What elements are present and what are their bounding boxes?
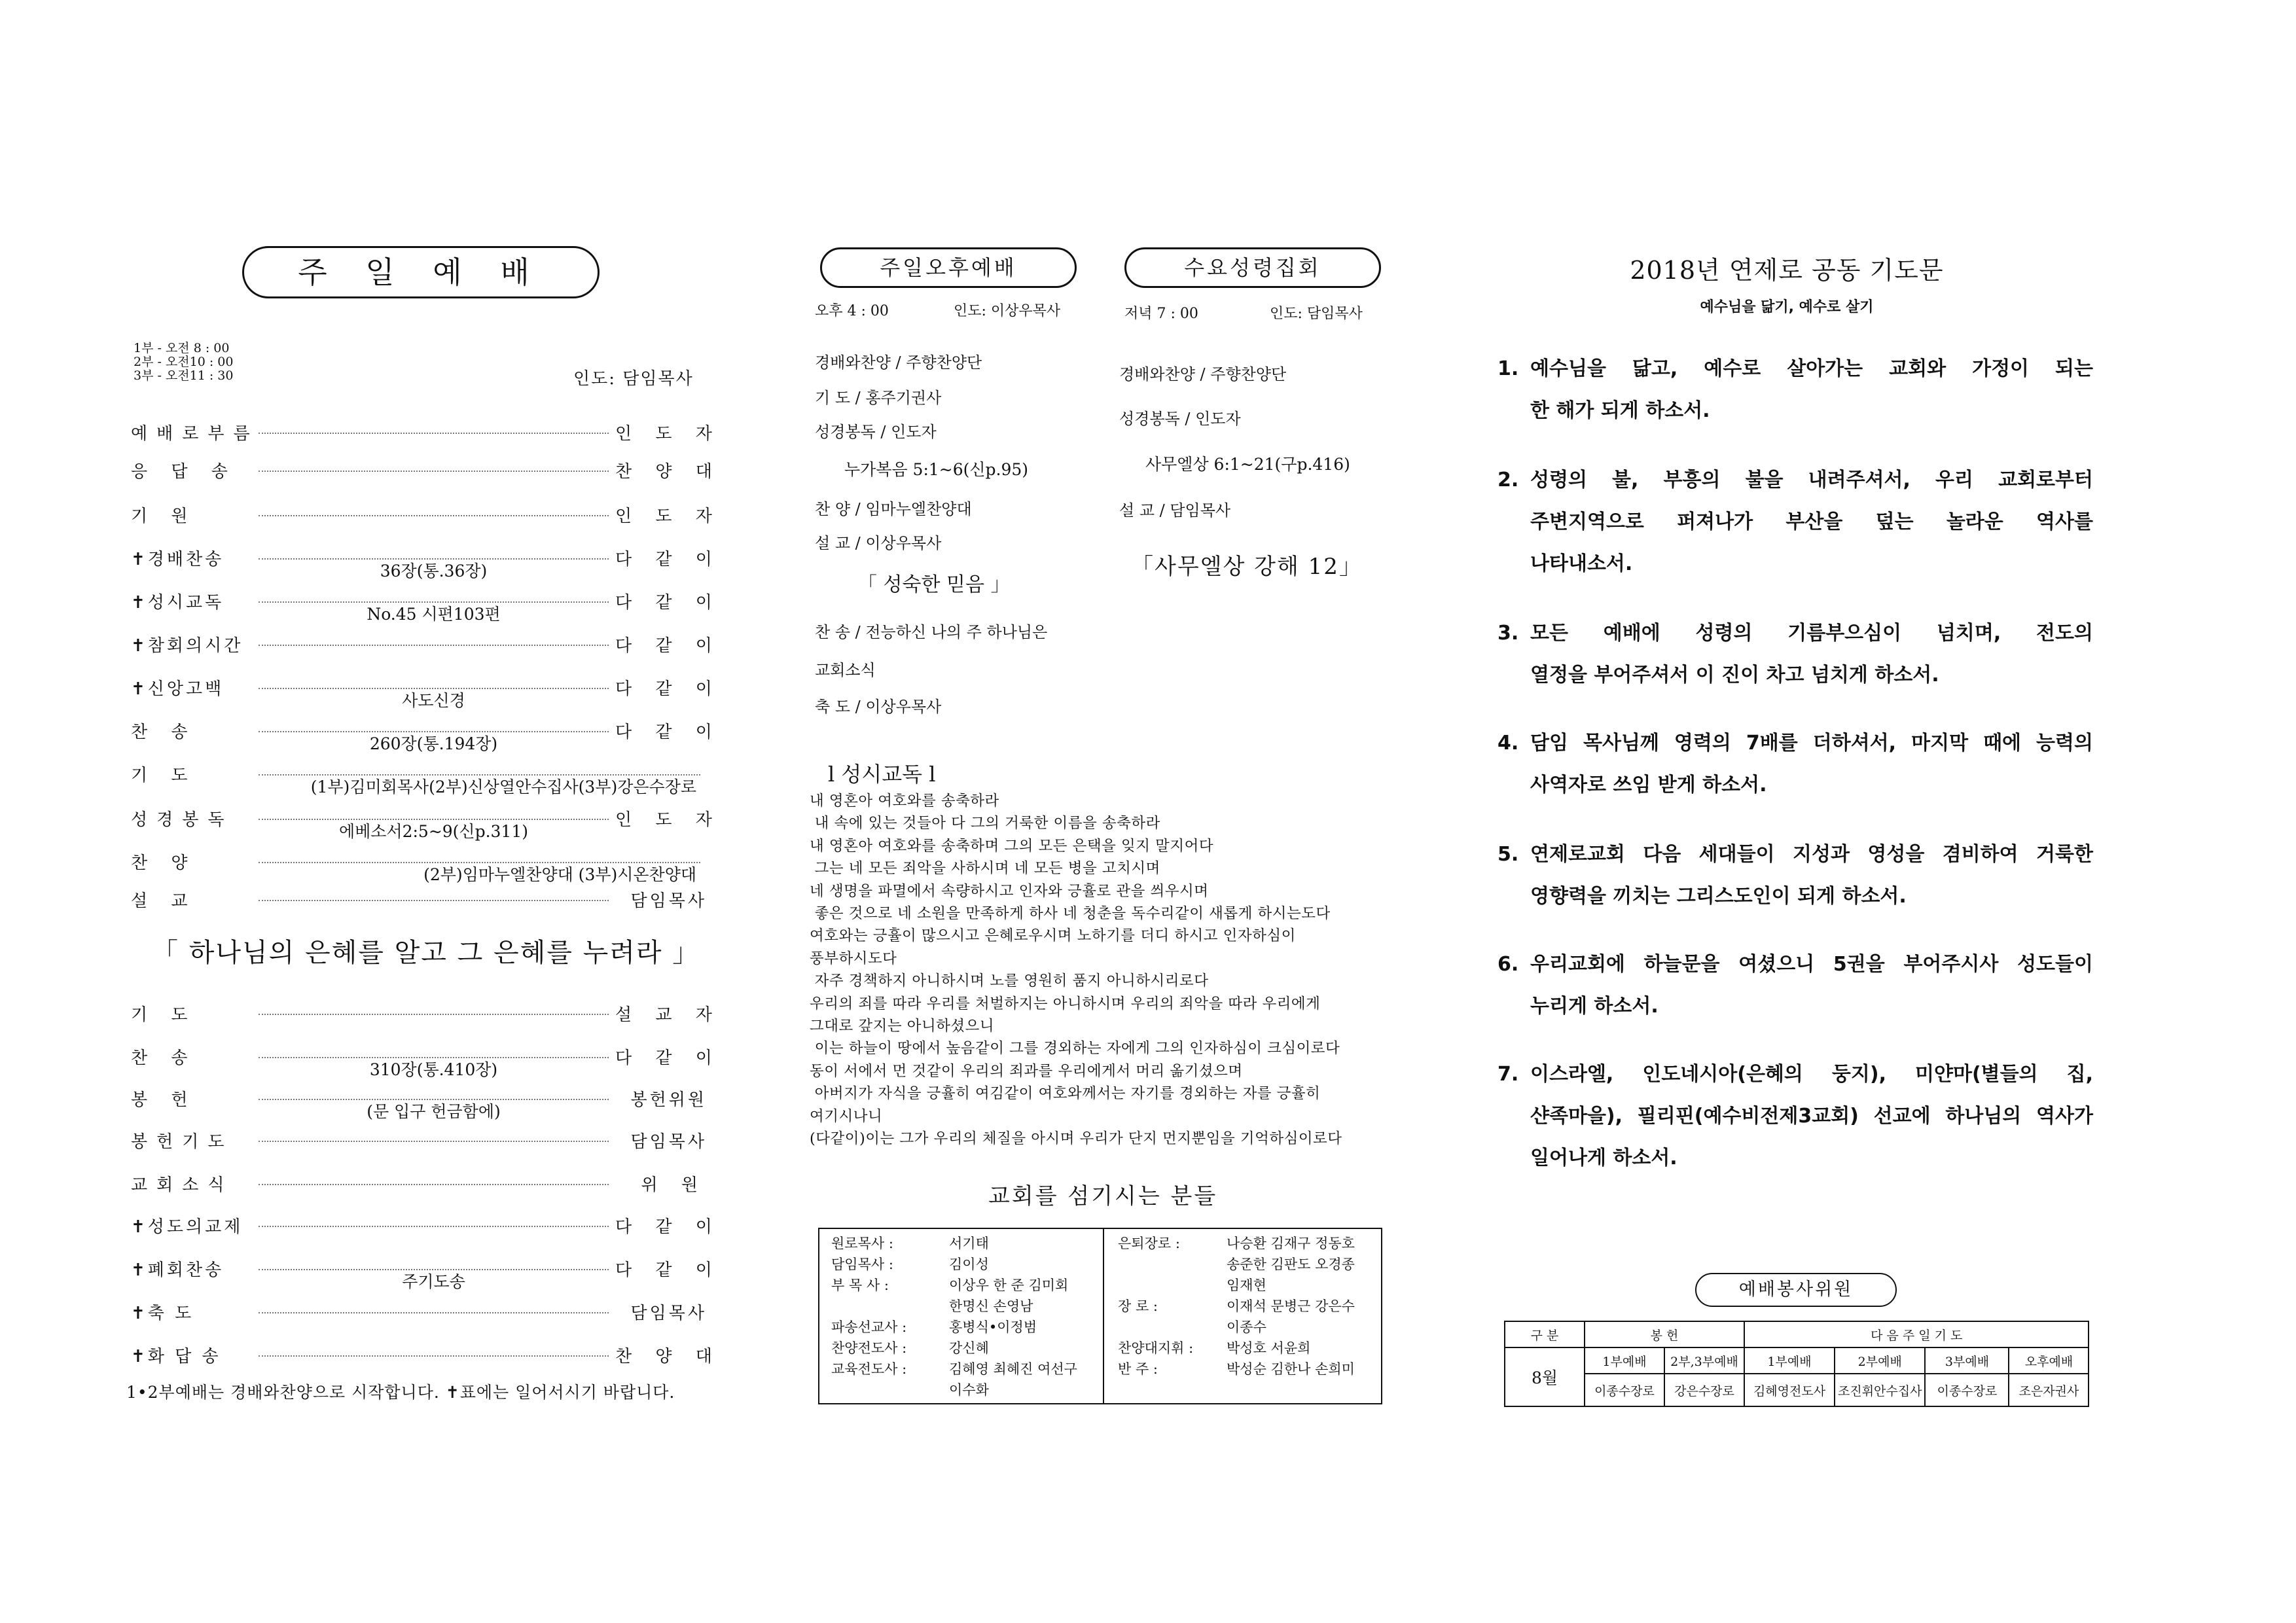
leader-dots xyxy=(259,862,700,884)
prayer-subtitle: 예수님을 닮기, 예수로 살기 xyxy=(1700,299,1874,315)
order-person: 위 원 xyxy=(641,1175,707,1195)
prayer-text: 예수님을 닮고, 예수로 살아가는 교회와 가정이 되는 xyxy=(1530,357,2093,380)
staff-role: 파송선교사 : xyxy=(831,1319,907,1335)
duty-sub: 1부예배 xyxy=(1744,1347,1835,1374)
staff-row xyxy=(831,1254,1077,1275)
reading-line: 풍부하시도다 xyxy=(810,950,897,967)
duty-bongheon: 봉 헌 xyxy=(1585,1321,1744,1347)
leader-dots xyxy=(259,688,609,710)
order-row xyxy=(131,1080,707,1121)
leader-dots xyxy=(259,1099,609,1121)
reading-line: 자주 경책하지 아니하시며 노를 영원히 품지 아니하시리로다 xyxy=(810,972,1209,990)
order-detail xyxy=(259,688,609,711)
reading-line: 이는 하늘이 땅에서 높음같이 그를 경외하는 자에게 그의 인자하심이 크심이로다 xyxy=(810,1040,1340,1058)
staff-row xyxy=(831,1296,1077,1317)
staff-names: 김이성 xyxy=(949,1257,989,1272)
prayer-text: 주변지역으로 퍼져나가 부산을 덮는 놀라운 역사를 xyxy=(1530,510,2093,533)
staff-divider xyxy=(1103,1229,1104,1403)
prayer-number: 4. xyxy=(1498,732,1519,755)
leader-dots xyxy=(259,774,700,796)
staff-role: 찬양전도사 : xyxy=(831,1340,907,1356)
afternoon-item: 기 도 / 홍주기권사 xyxy=(815,389,942,407)
prayer-text: 한 해가 되게 하소서. xyxy=(1530,399,1710,422)
order-detail-text: 310장(통.410장) xyxy=(366,1060,501,1079)
afternoon-leader: 인도: 이상우목사 xyxy=(954,303,1061,319)
wednesday-sermon: 「사무엘상 강해 12」 xyxy=(1131,554,1363,580)
prayer-first-line xyxy=(1498,348,2093,390)
staff-row xyxy=(1118,1296,1355,1317)
order-detail-text: 36장(통.36장) xyxy=(376,562,492,580)
order-person: 인 도 자 xyxy=(615,423,721,444)
leader-dots xyxy=(259,1184,609,1185)
order-detail xyxy=(259,558,609,582)
leader-dots xyxy=(259,471,609,472)
order-person: 다 같 이 xyxy=(615,722,721,742)
staff-role: 장 로 : xyxy=(1118,1298,1158,1314)
order-label: 기 원 xyxy=(131,506,197,526)
wednesday-item: 경배와찬양 / 주향찬양단 xyxy=(1119,365,1287,383)
afternoon-item: 축 도 / 이상우목사 xyxy=(815,698,942,716)
leader-dots xyxy=(259,601,609,624)
reading-line: 내 영혼아 여호와를 송축하라 xyxy=(810,793,999,810)
duty-title: 예배봉사위원 xyxy=(1695,1273,1897,1307)
prayer-first-line xyxy=(1498,459,2093,501)
prayer-first-line xyxy=(1498,722,2093,764)
leader-dots xyxy=(259,433,609,434)
leader-dots xyxy=(259,819,609,841)
staff-names: 강신혜 xyxy=(949,1340,989,1356)
wednesday-item: 사무엘상 6:1~21(구p.416) xyxy=(1145,455,1350,474)
afternoon-item: 경배와찬양 / 주향찬양단 xyxy=(815,353,982,372)
order-person: 다 같 이 xyxy=(615,1048,721,1068)
prayer-text: 우리교회에 하늘문을 여셨으니 5권을 부어주시사 성도들이 xyxy=(1530,953,2093,976)
staff-row xyxy=(1118,1254,1355,1275)
order-detail xyxy=(259,1057,609,1080)
staff-left xyxy=(831,1233,1077,1400)
wednesday-time: 저녁 7 : 00 xyxy=(1124,306,1198,322)
staff-role: 부 목 사 : xyxy=(831,1277,889,1293)
prayer-item xyxy=(1498,944,2093,1027)
duty-next: 다 음 주 일 기 도 xyxy=(1744,1321,2089,1347)
prayer-first-line xyxy=(1498,944,2093,986)
reading-line: 우리의 죄를 따라 우리를 처벌하지는 아니하시며 우리의 죄악을 따라 우리에게 xyxy=(810,995,1321,1012)
order-person: 담임목사 xyxy=(630,1303,707,1323)
order-label: 찬 양 xyxy=(131,853,197,873)
prayer-first-line xyxy=(1498,613,2093,654)
duty-name: 조진휘안수집사 xyxy=(1835,1374,1925,1406)
staff-names: 이종수 xyxy=(1227,1319,1266,1335)
order-person: 다 같 이 xyxy=(615,1260,721,1280)
order-person: 찬 양 대 xyxy=(615,461,721,482)
prayer-item xyxy=(1498,613,2093,696)
order-row xyxy=(131,669,721,710)
order-detail xyxy=(259,1099,609,1122)
wednesday-title: 수요성령집회 xyxy=(1124,247,1381,288)
order-person: 봉헌위원 xyxy=(630,1090,707,1110)
order-detail xyxy=(259,1269,609,1293)
order-label: ✝성시교독 xyxy=(131,592,224,613)
sunday-leader: 인도: 담임목사 xyxy=(573,369,694,389)
duty-sub: 2부,3부예배 xyxy=(1664,1347,1744,1374)
staff-row xyxy=(831,1233,1077,1254)
duty-month: 8월 xyxy=(1505,1347,1585,1406)
reading-line: 아버지가 자식을 긍휼히 여김같이 여호와께서는 자기를 경외하는 자를 긍휼히 xyxy=(810,1085,1321,1103)
prayer-item xyxy=(1498,722,2093,806)
order-row xyxy=(131,1038,721,1079)
order-label: ✝경배찬송 xyxy=(131,549,224,569)
afternoon-item: 설 교 / 이상우목사 xyxy=(815,534,942,552)
prayer-number: 5. xyxy=(1498,843,1519,866)
reading-line: 동이 서에서 먼 것같이 우리의 죄과를 우리에게서 머리 옮기셨으며 xyxy=(810,1062,1243,1080)
order-detail-text: (2부)임마누엘찬양대 (3부)시온찬양대 xyxy=(420,865,700,884)
afternoon-item: 교회소식 xyxy=(815,661,876,679)
order-detail-text: No.45 시편103편 xyxy=(363,605,504,624)
staff-names: 송준한 김판도 오경종 xyxy=(1227,1257,1355,1272)
staff-row xyxy=(1118,1317,1355,1338)
order-row xyxy=(131,1165,707,1202)
order-label: 성경봉독 xyxy=(131,810,234,830)
leader-dots xyxy=(259,558,609,580)
prayer-first-line xyxy=(1498,1054,2093,1096)
duty-sub: 오후예배 xyxy=(2009,1347,2089,1374)
sunday-title: 주 일 예 배 xyxy=(242,246,600,298)
order-person: 인 도 자 xyxy=(615,506,721,526)
order-row xyxy=(131,1122,707,1158)
order-label: ✝참회의시간 xyxy=(131,635,243,656)
afternoon-item: 찬 양 / 임마누엘찬양대 xyxy=(815,500,972,518)
leader-dots xyxy=(259,731,609,753)
leader-dots xyxy=(259,1312,609,1313)
reading-line: 내 영혼아 여호와를 송축하며 그의 모든 은택을 잊지 말지어다 xyxy=(810,837,1214,855)
order-label: 봉헌기도 xyxy=(131,1132,234,1152)
staff-row xyxy=(831,1317,1077,1338)
order-row xyxy=(131,712,721,753)
staff-names: 나승환 김재구 정동호 xyxy=(1227,1236,1355,1251)
order-detail-text: 주기도송 xyxy=(398,1272,469,1291)
order-person: 다 같 이 xyxy=(615,592,721,613)
staff-row xyxy=(1118,1359,1355,1380)
order-row xyxy=(131,1336,721,1373)
leader-dots xyxy=(259,515,609,516)
order-label: 찬 송 xyxy=(131,1048,197,1068)
reading-line: 여호와는 긍휼이 많으시고 은혜로우시며 노하기를 더디 하시고 인자하심이 xyxy=(810,927,1296,945)
staff-names: 임재현 xyxy=(1227,1277,1266,1293)
order-label: 기 도 xyxy=(131,765,197,785)
order-label: ✝성도의교제 xyxy=(131,1217,243,1237)
prayer-text: 나타내소서. xyxy=(1530,552,1633,575)
prayer-text: 연제로교회 다음 세대들이 지성과 영성을 겸비하여 거룩한 xyxy=(1530,843,2093,866)
reading-line: 그는 네 모든 죄악을 사하시며 네 모든 병을 고치시며 xyxy=(810,860,1160,878)
staff-names: 이수화 xyxy=(949,1382,989,1398)
order-person: 인 도 자 xyxy=(615,810,721,830)
order-detail xyxy=(259,774,700,798)
leader-dots xyxy=(259,900,609,901)
order-row xyxy=(131,626,721,662)
duty-sub: 1부예배 xyxy=(1585,1347,1664,1374)
leader-dots xyxy=(259,1355,609,1357)
duty-names xyxy=(1505,1374,2089,1406)
staff-names: 이재석 문병근 강은수 xyxy=(1227,1298,1355,1314)
leader-dots xyxy=(259,1141,609,1142)
prayer-first-line xyxy=(1498,834,2093,876)
prayer-text: 성령의 불, 부흥의 불을 내려주셔서, 우리 교회로부터 xyxy=(1530,469,2093,491)
prayer-item xyxy=(1498,834,2093,918)
prayer-text: 모든 예배에 성령의 기름부으심이 넘치며, 전도의 xyxy=(1530,622,2093,645)
prayer-text: 일어나게 하소서. xyxy=(1530,1147,1677,1169)
reading-title: l 성시교독 l xyxy=(828,762,936,787)
staff-role xyxy=(831,1296,949,1317)
staff-title: 교회를 섬기시는 분들 xyxy=(988,1183,1218,1209)
order-row xyxy=(131,995,721,1031)
duty-subheader xyxy=(1505,1347,2089,1374)
time-1: 1부 - 오전 8 : 00 xyxy=(134,341,230,355)
duty-sub: 3부예배 xyxy=(1925,1347,2009,1374)
staff-right xyxy=(1118,1233,1355,1380)
order-detail-text: (문 입구 헌금함에) xyxy=(363,1102,504,1121)
afternoon-sermon: 「 성숙한 믿음 」 xyxy=(857,573,1011,596)
staff-row xyxy=(1118,1275,1355,1296)
order-row xyxy=(131,755,707,796)
prayer-number: 1. xyxy=(1498,357,1519,380)
order-label: 교회소식 xyxy=(131,1175,234,1195)
staff-row xyxy=(831,1380,1077,1400)
duty-name: 강은수장로 xyxy=(1664,1374,1744,1406)
leader-dots xyxy=(259,645,609,646)
prayer-text: 누리게 하소서. xyxy=(1530,995,1659,1018)
sermon-title: 「 하나님의 은혜를 알고 그 은혜를 누려라 」 xyxy=(152,938,700,968)
order-detail-text: 에베소서2:5~9(신p.311) xyxy=(335,822,532,841)
order-label: ✝화 답 송 xyxy=(131,1346,221,1366)
order-label: 예배로부름 xyxy=(131,423,259,444)
prayer-title: 2018년 연제로 공동 기도문 xyxy=(1630,256,1944,285)
order-row xyxy=(131,582,721,624)
order-person: 다 같 이 xyxy=(615,679,721,699)
leader-dots xyxy=(259,1057,609,1079)
wednesday-leader: 인도: 담임목사 xyxy=(1270,306,1363,322)
staff-role xyxy=(1118,1275,1227,1296)
duty-name: 이종수장로 xyxy=(1925,1374,2009,1406)
order-detail xyxy=(259,819,609,842)
leader-dots xyxy=(259,1269,609,1291)
order-person: 담임목사 xyxy=(630,1132,707,1152)
order-row xyxy=(131,843,707,884)
staff-role: 담임목사 : xyxy=(831,1257,893,1272)
reading-line: 여기시나니 xyxy=(810,1107,883,1125)
staff-row xyxy=(1118,1233,1355,1254)
afternoon-item: 찬 송 / 전능하신 나의 주 하나님은 xyxy=(815,623,1048,641)
reading-line: 그대로 갚지는 아니하셨으니 xyxy=(810,1018,995,1035)
staff-names: 박성호 서윤희 xyxy=(1227,1340,1311,1356)
staff-role xyxy=(831,1380,949,1400)
staff-role: 은퇴장로 : xyxy=(1118,1236,1180,1251)
afternoon-item: 성경봉독 / 인도자 xyxy=(815,423,937,441)
order-row xyxy=(131,539,721,580)
afternoon-title: 주일오후예배 xyxy=(820,247,1077,288)
afternoon-item: 누가복음 5:1~6(신p.95) xyxy=(844,460,1029,479)
prayer-number: 3. xyxy=(1498,622,1519,645)
order-person: 다 같 이 xyxy=(615,1217,721,1237)
prayer-number: 7. xyxy=(1498,1063,1519,1086)
staff-role: 찬양대지휘 : xyxy=(1118,1340,1194,1356)
staff-row xyxy=(831,1359,1077,1380)
staff-names: 한명신 손영남 xyxy=(949,1298,1033,1314)
staff-names: 홍병식•이정범 xyxy=(949,1319,1037,1335)
prayer-item xyxy=(1498,459,2093,585)
leader-dots xyxy=(259,1014,609,1015)
reading-line: 내 속에 있는 것들아 다 그의 거룩한 이름을 송축하라 xyxy=(810,815,1160,832)
order-detail-text: 사도신경 xyxy=(398,691,469,710)
prayer-text: 영향력을 끼치는 그리스도인이 되게 하소서. xyxy=(1530,885,1907,908)
duty-name: 조은자권사 xyxy=(2009,1374,2089,1406)
afternoon-time: 오후 4 : 00 xyxy=(815,303,889,319)
staff-role: 원로목사 : xyxy=(831,1236,893,1251)
staff-names: 김혜영 최혜진 여선구 xyxy=(949,1361,1077,1377)
order-detail-text: (1부)김미회목사(2부)신상열안수집사(3부)강은수장로 xyxy=(307,777,700,796)
staff-names: 박성순 김한나 손희미 xyxy=(1227,1361,1355,1377)
order-label: ✝폐회찬송 xyxy=(131,1260,224,1280)
prayer-text: 열정을 부어주셔서 이 진이 차고 넘치게 하소서. xyxy=(1530,664,1939,687)
sunday-note: 1•2부예배는 경배와찬양으로 시작합니다. ✝표에는 일어서시기 바랍니다. xyxy=(126,1383,675,1402)
order-row xyxy=(131,1207,721,1243)
prayer-text: 사역자로 쓰임 받게 하소서. xyxy=(1530,774,1767,796)
order-label: 응 답 송 xyxy=(131,461,237,482)
order-person: 찬 양 대 xyxy=(615,1346,721,1366)
staff-row xyxy=(831,1275,1077,1296)
time-2: 2부 - 오전10 : 00 xyxy=(134,355,234,369)
order-row xyxy=(131,496,721,533)
prayer-text: 샨족마을), 필리핀(예수비전제3교회) 선교에 하나님의 역사가 xyxy=(1530,1105,2093,1128)
order-label: 찬 송 xyxy=(131,722,197,742)
duty-name: 이종수장로 xyxy=(1585,1374,1664,1406)
prayer-text: 담임 목사님께 영력의 7배를 더하셔서, 마지막 때에 능력의 xyxy=(1530,732,2093,755)
reading-line: 네 생명을 파멸에서 속량하시고 인자와 긍휼로 관을 씌우시며 xyxy=(810,882,1209,900)
order-person: 설 교 자 xyxy=(615,1005,721,1025)
leader-dots xyxy=(259,1226,609,1227)
staff-box xyxy=(818,1228,1382,1404)
reading-line: 좋은 것으로 네 소원을 만족하게 하사 네 청춘을 독수리같이 새롭게 하시는도다 xyxy=(810,905,1331,922)
prayer-item xyxy=(1498,348,2093,432)
staff-role: 교육전도사 : xyxy=(831,1361,907,1377)
order-label: 봉 헌 xyxy=(131,1090,197,1110)
duty-gubun: 구 분 xyxy=(1505,1321,1585,1347)
prayer-number: 6. xyxy=(1498,953,1519,976)
reading-line: (다같이)이는 그가 우리의 체질을 아시며 우리가 단지 먼지뿐임을 기억하심이로다 xyxy=(810,1130,1342,1147)
staff-names: 이상우 한 준 김미회 xyxy=(949,1277,1069,1293)
order-row xyxy=(131,800,721,841)
duty-table xyxy=(1504,1321,2089,1407)
order-row xyxy=(131,1250,721,1291)
order-row xyxy=(131,452,721,488)
order-row xyxy=(131,1293,707,1330)
staff-row xyxy=(1118,1338,1355,1359)
duty-name: 김혜영전도사 xyxy=(1744,1374,1835,1406)
staff-role xyxy=(1118,1317,1227,1338)
order-detail xyxy=(259,601,609,625)
prayer-text: 이스라엘, 인도네시아(은혜의 둥지), 미얀마(별들의 집, xyxy=(1530,1063,2093,1086)
order-person: 다 같 이 xyxy=(615,549,721,569)
order-label: 기 도 xyxy=(131,1005,197,1025)
prayer-number: 2. xyxy=(1498,469,1519,491)
sunday-times xyxy=(134,342,233,383)
time-3: 3부 - 오전11 : 30 xyxy=(134,368,234,383)
wednesday-item: 성경봉독 / 인도자 xyxy=(1119,410,1241,428)
wednesday-item: 설 교 / 담임목사 xyxy=(1119,501,1231,520)
order-label: 설 교 xyxy=(131,891,197,911)
order-detail-text: 260장(통.194장) xyxy=(366,734,501,753)
duty-header xyxy=(1505,1321,2089,1347)
order-detail xyxy=(259,731,609,755)
staff-names: 서기태 xyxy=(949,1236,989,1251)
order-label: ✝신앙고백 xyxy=(131,679,224,699)
order-row xyxy=(131,881,707,918)
order-row xyxy=(131,414,721,450)
staff-row xyxy=(831,1338,1077,1359)
duty-sub: 2부예배 xyxy=(1835,1347,1925,1374)
staff-role xyxy=(1118,1254,1227,1275)
order-label: ✝축 도 xyxy=(131,1303,194,1323)
order-person: 담임목사 xyxy=(630,891,707,911)
order-person: 다 같 이 xyxy=(615,635,721,656)
staff-role: 반 주 : xyxy=(1118,1361,1158,1377)
prayer-item xyxy=(1498,1054,2093,1179)
